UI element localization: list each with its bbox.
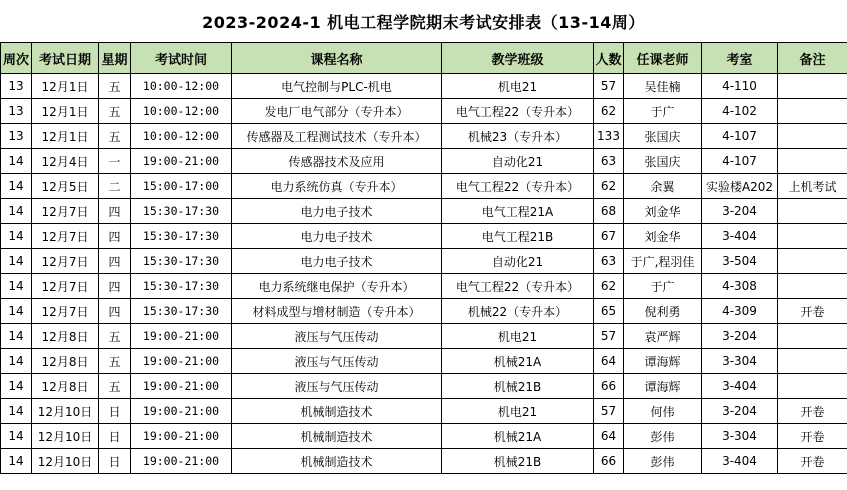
cell-week: 14 (1, 274, 32, 299)
cell-teacher: 谭海辉 (624, 374, 702, 399)
cell-class: 机械21A (442, 349, 594, 374)
cell-weekday: 四 (99, 274, 131, 299)
cell-teacher: 彭伟 (624, 424, 702, 449)
cell-course: 液压与气压传动 (232, 374, 442, 399)
cell-time: 10:00-12:00 (131, 124, 232, 149)
cell-room: 4-308 (702, 274, 778, 299)
table-row (1, 174, 847, 199)
cell-class: 机械23（专升本） (442, 124, 594, 149)
cell-room: 3-404 (702, 224, 778, 249)
cell-room: 3-504 (702, 249, 778, 274)
cell-room: 3-404 (702, 449, 778, 474)
cell-week: 14 (1, 424, 32, 449)
cell-time: 10:00-12:00 (131, 99, 232, 124)
cell-date: 12月1日 (32, 124, 99, 149)
cell-class: 电气工程22（专升本） (442, 274, 594, 299)
cell-weekday: 四 (99, 224, 131, 249)
cell-weekday: 四 (99, 199, 131, 224)
cell-class: 电气工程21B (442, 224, 594, 249)
page-title: 2023-2024-1 机电工程学院期末考试安排表（13-14周） (202, 12, 645, 32)
header-week: 周次 (1, 43, 32, 74)
header-class: 教学班级 (442, 43, 594, 74)
cell-teacher: 倪利勇 (624, 299, 702, 324)
cell-week: 14 (1, 324, 32, 349)
cell-date: 12月1日 (32, 74, 99, 99)
cell-time: 19:00-21:00 (131, 399, 232, 424)
cell-course: 电力系统继电保护（专升本） (232, 274, 442, 299)
cell-count: 64 (594, 349, 624, 374)
cell-date: 12月5日 (32, 174, 99, 199)
cell-room: 3-204 (702, 199, 778, 224)
cell-time: 15:30-17:30 (131, 249, 232, 274)
cell-note (778, 274, 847, 299)
cell-week: 14 (1, 224, 32, 249)
cell-weekday: 五 (99, 74, 131, 99)
table-row (1, 424, 847, 449)
cell-count: 68 (594, 199, 624, 224)
header-room: 考室 (702, 43, 778, 74)
table-row (1, 374, 847, 399)
cell-date: 12月10日 (32, 449, 99, 474)
cell-weekday: 一 (99, 149, 131, 174)
cell-time: 19:00-21:00 (131, 324, 232, 349)
header-course: 课程名称 (232, 43, 442, 74)
cell-weekday: 日 (99, 424, 131, 449)
cell-week: 14 (1, 449, 32, 474)
cell-class: 机械21B (442, 449, 594, 474)
cell-course: 传感器及工程测试技术（专升本） (232, 124, 442, 149)
cell-course: 电力电子技术 (232, 224, 442, 249)
cell-time: 15:30-17:30 (131, 299, 232, 324)
cell-course: 机械制造技术 (232, 399, 442, 424)
cell-weekday: 五 (99, 99, 131, 124)
cell-note (778, 99, 847, 124)
cell-class: 机械21B (442, 374, 594, 399)
cell-class: 自动化21 (442, 249, 594, 274)
cell-teacher: 余翼 (624, 174, 702, 199)
cell-room: 3-204 (702, 399, 778, 424)
cell-note: 开卷 (778, 399, 847, 424)
cell-note: 上机考试 (778, 174, 847, 199)
cell-date: 12月4日 (32, 149, 99, 174)
cell-note (778, 199, 847, 224)
cell-week: 14 (1, 299, 32, 324)
cell-count: 62 (594, 274, 624, 299)
cell-class: 机电21 (442, 324, 594, 349)
cell-class: 机电21 (442, 74, 594, 99)
cell-date: 12月7日 (32, 199, 99, 224)
cell-course: 液压与气压传动 (232, 324, 442, 349)
cell-teacher: 于广 (624, 99, 702, 124)
table-row (1, 249, 847, 274)
cell-note (778, 124, 847, 149)
cell-week: 13 (1, 74, 32, 99)
cell-week: 14 (1, 199, 32, 224)
cell-time: 19:00-21:00 (131, 374, 232, 399)
cell-note (778, 374, 847, 399)
cell-date: 12月8日 (32, 374, 99, 399)
cell-teacher: 于广,程羽佳 (624, 249, 702, 274)
cell-date: 12月7日 (32, 299, 99, 324)
cell-note: 开卷 (778, 424, 847, 449)
cell-teacher: 彭伟 (624, 449, 702, 474)
cell-note: 开卷 (778, 449, 847, 474)
cell-weekday: 四 (99, 299, 131, 324)
table-row (1, 274, 847, 299)
cell-time: 19:00-21:00 (131, 449, 232, 474)
cell-count: 57 (594, 324, 624, 349)
header-date: 考试日期 (32, 43, 99, 74)
cell-room: 3-404 (702, 374, 778, 399)
cell-teacher: 吴佳楠 (624, 74, 702, 99)
cell-room: 4-309 (702, 299, 778, 324)
cell-room: 3-204 (702, 324, 778, 349)
cell-date: 12月1日 (32, 99, 99, 124)
cell-class: 机电21 (442, 399, 594, 424)
cell-course: 电力电子技术 (232, 199, 442, 224)
cell-count: 66 (594, 449, 624, 474)
cell-course: 机械制造技术 (232, 449, 442, 474)
cell-date: 12月7日 (32, 224, 99, 249)
table-row (1, 324, 847, 349)
cell-week: 13 (1, 99, 32, 124)
cell-count: 67 (594, 224, 624, 249)
cell-note (778, 74, 847, 99)
cell-teacher: 谭海辉 (624, 349, 702, 374)
cell-course: 传感器技术及应用 (232, 149, 442, 174)
cell-week: 13 (1, 124, 32, 149)
table-row (1, 99, 847, 124)
table-row (1, 124, 847, 149)
cell-course: 机械制造技术 (232, 424, 442, 449)
table-row (1, 449, 847, 474)
table-row (1, 349, 847, 374)
cell-room: 4-110 (702, 74, 778, 99)
cell-date: 12月10日 (32, 399, 99, 424)
cell-weekday: 五 (99, 324, 131, 349)
cell-time: 10:00-12:00 (131, 74, 232, 99)
cell-weekday: 日 (99, 449, 131, 474)
cell-course: 电气控制与PLC-机电 (232, 74, 442, 99)
cell-weekday: 四 (99, 249, 131, 274)
header-row (1, 43, 847, 74)
table-body (1, 74, 847, 474)
cell-note (778, 149, 847, 174)
cell-weekday: 二 (99, 174, 131, 199)
exam-schedule-table (0, 42, 847, 474)
cell-course: 电力电子技术 (232, 249, 442, 274)
table-row (1, 399, 847, 424)
cell-time: 15:30-17:30 (131, 274, 232, 299)
cell-count: 57 (594, 74, 624, 99)
cell-week: 14 (1, 249, 32, 274)
cell-room: 4-107 (702, 124, 778, 149)
cell-note (778, 224, 847, 249)
table-row (1, 149, 847, 174)
cell-class: 自动化21 (442, 149, 594, 174)
header-time: 考试时间 (131, 43, 232, 74)
cell-weekday: 五 (99, 124, 131, 149)
cell-week: 14 (1, 399, 32, 424)
header-weekday: 星期 (99, 43, 131, 74)
cell-date: 12月7日 (32, 249, 99, 274)
cell-room: 4-102 (702, 99, 778, 124)
cell-date: 12月8日 (32, 349, 99, 374)
cell-count: 62 (594, 99, 624, 124)
cell-weekday: 五 (99, 374, 131, 399)
cell-teacher: 张国庆 (624, 124, 702, 149)
cell-room: 实验楼A202 (702, 174, 778, 199)
cell-count: 133 (594, 124, 624, 149)
cell-room: 4-107 (702, 149, 778, 174)
cell-count: 57 (594, 399, 624, 424)
header-note: 备注 (778, 43, 847, 74)
cell-class: 机械21A (442, 424, 594, 449)
table-row (1, 224, 847, 249)
cell-time: 15:00-17:00 (131, 174, 232, 199)
cell-course: 材料成型与增材制造（专升本） (232, 299, 442, 324)
table-row (1, 74, 847, 99)
cell-date: 12月7日 (32, 274, 99, 299)
table-row (1, 299, 847, 324)
cell-week: 14 (1, 174, 32, 199)
cell-class: 电气工程22（专升本） (442, 174, 594, 199)
cell-note (778, 349, 847, 374)
cell-time: 19:00-21:00 (131, 349, 232, 374)
cell-week: 14 (1, 149, 32, 174)
cell-teacher: 于广 (624, 274, 702, 299)
cell-count: 63 (594, 149, 624, 174)
cell-count: 65 (594, 299, 624, 324)
header-teacher: 任课老师 (624, 43, 702, 74)
cell-teacher: 刘金华 (624, 224, 702, 249)
cell-note (778, 249, 847, 274)
cell-date: 12月8日 (32, 324, 99, 349)
cell-note: 开卷 (778, 299, 847, 324)
cell-teacher: 张国庆 (624, 149, 702, 174)
cell-count: 62 (594, 174, 624, 199)
cell-class: 机械22（专升本） (442, 299, 594, 324)
cell-count: 63 (594, 249, 624, 274)
cell-weekday: 日 (99, 399, 131, 424)
cell-note (778, 324, 847, 349)
header-count: 人数 (594, 43, 624, 74)
cell-room: 3-304 (702, 349, 778, 374)
cell-week: 14 (1, 349, 32, 374)
cell-count: 66 (594, 374, 624, 399)
cell-week: 14 (1, 374, 32, 399)
cell-class: 电气工程22（专升本） (442, 99, 594, 124)
cell-room: 3-304 (702, 424, 778, 449)
cell-class: 电气工程21A (442, 199, 594, 224)
cell-weekday: 五 (99, 349, 131, 374)
cell-time: 19:00-21:00 (131, 149, 232, 174)
cell-count: 64 (594, 424, 624, 449)
cell-date: 12月10日 (32, 424, 99, 449)
cell-teacher: 刘金华 (624, 199, 702, 224)
cell-time: 15:30-17:30 (131, 224, 232, 249)
cell-time: 19:00-21:00 (131, 424, 232, 449)
cell-teacher: 何伟 (624, 399, 702, 424)
cell-time: 15:30-17:30 (131, 199, 232, 224)
cell-course: 电力系统仿真（专升本） (232, 174, 442, 199)
cell-course: 发电厂电气部分（专升本） (232, 99, 442, 124)
cell-course: 液压与气压传动 (232, 349, 442, 374)
cell-teacher: 袁严辉 (624, 324, 702, 349)
table-row (1, 199, 847, 224)
